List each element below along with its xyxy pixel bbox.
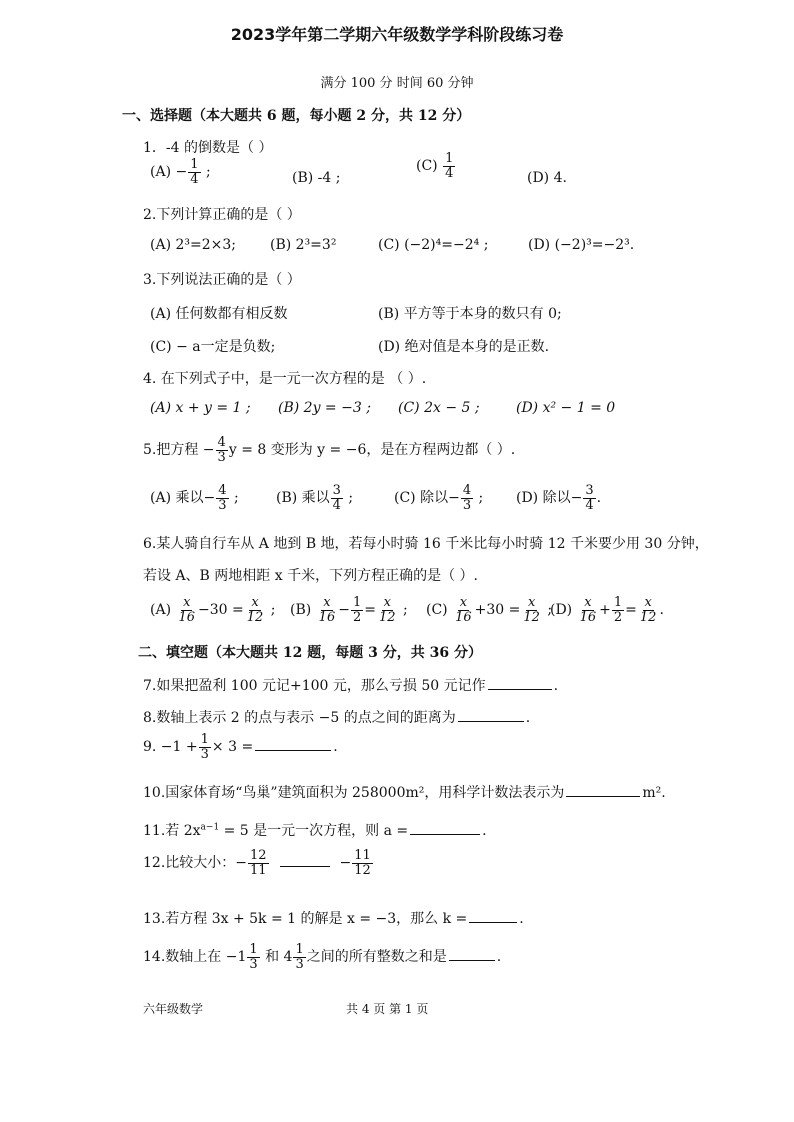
q4-option-a: (A) x + y = 1 ; [150, 400, 251, 416]
answer-blank[interactable] [488, 688, 552, 690]
q12: 12.比较大小：− $\frac{12}{11}$ − $\frac{11}{12}$ [143, 848, 371, 878]
q6-stem-line1: 6.某人骑自行车从 A 地到 B 地，若每小时骑 16 千米比每小时骑 12 千米要少用 30 分钟， [143, 536, 709, 552]
q2-option-b: (B) 2³=3² [270, 237, 337, 253]
footer-subject: 六年级数学 [143, 1002, 204, 1016]
answer-blank[interactable] [255, 749, 331, 751]
q1-options [150, 158, 211, 186]
q7: 7.如果把盈利 100 元记+100 元，那么亏损 50 元记作 . [143, 678, 559, 694]
q5-stem: 5.把方程 − $\frac{4}{3}$ y = 8 变形为 y = −6，是在方程两边都（ ）. [143, 435, 516, 465]
q5-option-a: (A) 乘以− $\frac{4}{3}$ ; [150, 483, 239, 513]
q4-option-b: (B) 2y = −3 ; [278, 400, 371, 416]
answer-blank[interactable] [410, 833, 480, 835]
answer-blank[interactable] [469, 921, 517, 923]
q8: 8.数轴上表示 2 的点与表示 −5 的点之间的距离为 . [143, 710, 531, 726]
q3-option-d: (D) 绝对值是本身的是正数. [378, 339, 550, 355]
q1-stem: 1．-4 的倒数是（ ） [143, 140, 273, 156]
q10: 10.国家体育场“鸟巢”建筑面积为 258000m²，用科学计数法表示为 m². [143, 785, 666, 801]
q3-option-c: (C) − a一定是负数; [150, 339, 276, 355]
exam-info: 满分 100 分 时间 60 分钟 [320, 76, 474, 91]
q6-stem-line2: 若设 A、B 两地相距 x 千米，下列方程正确的是（ ）. [143, 568, 478, 584]
q4-option-d: (D) x² − 1 = 0 [516, 400, 616, 416]
q4-option-c: (C) 2x − 5 ; [398, 400, 480, 416]
q5-option-d: (D) 除以− $\frac{3}{4}$ . [516, 483, 602, 513]
answer-blank[interactable] [458, 720, 524, 722]
footer-page-number: 共 4 页 第 1 页 [346, 1002, 429, 1016]
q9: 9. −1 + $\frac{1}{3}$ × 3 = . [143, 732, 338, 762]
q2-option-c: (C) (−2)⁴=−2⁴ ; [378, 237, 489, 253]
q1-option-d: (D) 4. [527, 170, 567, 186]
q3-stem: 3.下列说法正确的是（ ） [143, 272, 301, 288]
q5-option-b: (B) 乘以 $\frac{3}{4}$ ; [276, 483, 354, 513]
q6-option-a: (A) $\frac{x}{16}$ −30 = $\frac{x}{12}$ ; [150, 595, 276, 625]
q6-option-d: (D) $\frac{x}{16}$ + $\frac{1}{2}$ = $\frac{x}{12}$ . [550, 595, 664, 625]
q2-stem: 2.下列计算正确的是（ ） [143, 207, 301, 223]
answer-blank[interactable] [449, 959, 495, 961]
q1-option-a: (A) − $\frac{1}{4}$ ; [150, 157, 211, 187]
q6-option-c: (C) $\frac{x}{16}$ +30 = $\frac{x}{12}$ ; [426, 595, 553, 625]
q1-option-b: (B) -4 ; [292, 170, 341, 186]
q1-option-c: (C) $\frac{1}{4}$ [416, 151, 454, 181]
q14: 14.数轴上在 −1 $\frac{1}{3}$ 和 4 $\frac{1}{3}$ 之间的所有整数之和是 . [143, 942, 502, 972]
q2-option-a: (A) 2³=2×3; [150, 237, 236, 253]
q3-option-b: (B) 平方等于本身的数只有 0; [378, 306, 562, 322]
q4-stem: 4. 在下列式子中，是一元一次方程的是 （ ）. [143, 371, 427, 387]
q5-option-c: (C) 除以− $\frac{4}{3}$ ; [394, 483, 484, 513]
q6-option-b: (B) $\frac{x}{16}$ − $\frac{1}{2}$ = $\frac{x}{12}$ ; [290, 595, 408, 625]
q2-option-d: (D) (−2)³=−2³. [528, 237, 635, 253]
answer-blank[interactable] [280, 865, 330, 867]
q11: 11.若 $2x^{a-1} = 5$ 是一元一次方程，则 a = . [143, 822, 487, 839]
page-title: 2023学年第二学期六年级数学学科阶段练习卷 [230, 25, 564, 44]
section-2-heading: 二、填空题（本大题共 12 题，每题 3 分，共 36 分） [138, 645, 482, 661]
q3-option-a: (A) 任何数都有相反数 [150, 306, 288, 322]
section-1-heading: 一、选择题（本大题共 6 题，每小题 2 分，共 12 分） [122, 108, 471, 124]
answer-blank[interactable] [566, 795, 640, 797]
q13: 13.若方程 3x + 5k = 1 的解是 x = −3，那么 k = . [143, 911, 524, 927]
